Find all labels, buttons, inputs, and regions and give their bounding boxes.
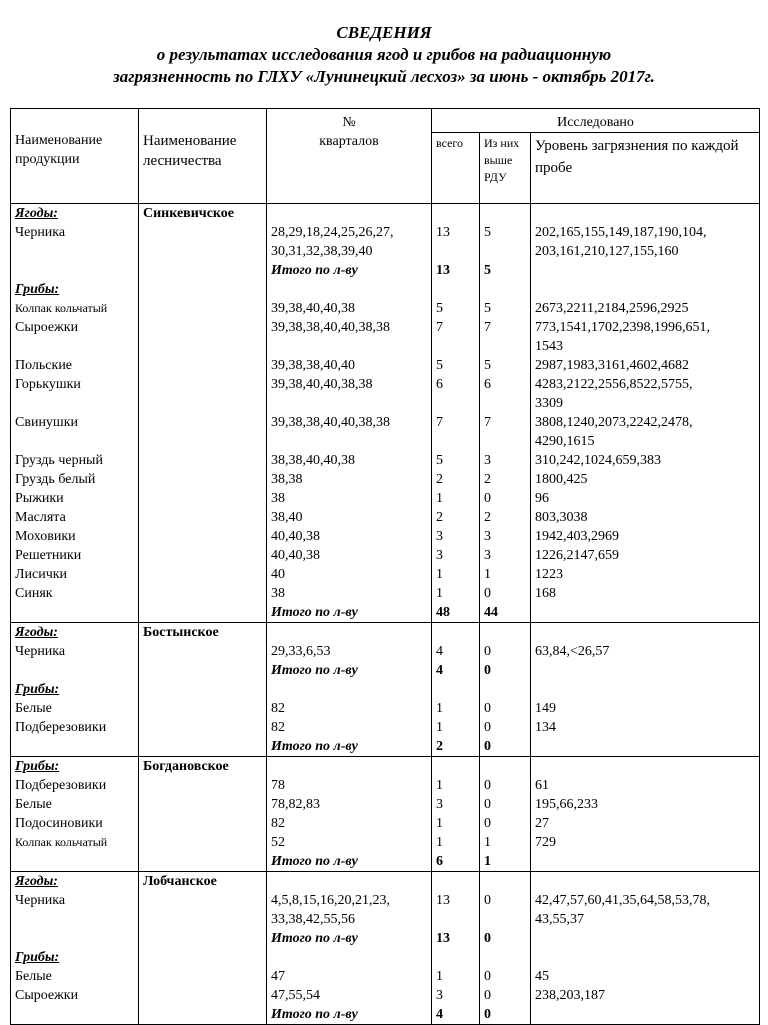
header-forestry: Наименование лесничества — [139, 109, 267, 204]
quarters-cell: 39,38,38,40,40 — [267, 356, 432, 375]
category-row — [11, 872, 760, 892]
total-cell: 1 — [432, 833, 480, 852]
levels-cell: 63,84,<26,57 — [531, 642, 760, 661]
above-rdu-cell: 3 — [480, 546, 531, 565]
forestry-cell — [139, 795, 267, 814]
levels-cell — [531, 280, 760, 299]
category-row — [11, 948, 760, 967]
forestry-cell — [139, 699, 267, 718]
header-investigated: Исследовано — [432, 109, 760, 133]
total-cell — [432, 623, 480, 643]
above-rdu-cell: 2 — [480, 470, 531, 489]
above-rdu-cell: 3 — [480, 527, 531, 546]
quarters-cell: Итого по л-ву — [267, 603, 432, 623]
quarters-cell: 78 — [267, 776, 432, 795]
product-cell: Ягоды: — [11, 623, 139, 643]
category-row — [11, 757, 760, 777]
total-cell: 5 — [432, 451, 480, 470]
levels-cell — [531, 1005, 760, 1025]
total-cell — [432, 757, 480, 777]
forestry-cell — [139, 413, 267, 451]
levels-cell: 238,203,187 — [531, 986, 760, 1005]
above-rdu-cell: 0 — [480, 986, 531, 1005]
subtotal-row — [11, 1005, 760, 1025]
quarters-cell — [267, 623, 432, 643]
levels-cell — [531, 603, 760, 623]
above-rdu-cell: 5 — [480, 223, 531, 261]
table-row — [11, 795, 760, 814]
product-cell: Черника — [11, 642, 139, 661]
above-rdu-cell: 44 — [480, 603, 531, 623]
above-rdu-cell: 1 — [480, 833, 531, 852]
product-cell: Белые — [11, 967, 139, 986]
total-cell: 13 — [432, 261, 480, 280]
product-cell: Грибы: — [11, 280, 139, 299]
table-row — [11, 489, 760, 508]
title-line-3: загрязненность по ГЛХУ «Лунинецкий лесхоз» за июнь - октябрь 2017г. — [113, 67, 655, 86]
total-cell: 13 — [432, 223, 480, 261]
quarters-cell: 38,40 — [267, 508, 432, 527]
product-cell: Грибы: — [11, 757, 139, 777]
levels-cell — [531, 948, 760, 967]
forestry-cell — [139, 261, 267, 280]
product-cell: Свинушки — [11, 413, 139, 451]
total-cell: 5 — [432, 299, 480, 318]
quarters-cell: 38,38 — [267, 470, 432, 489]
forestry-cell — [139, 737, 267, 757]
subtotal-row — [11, 261, 760, 280]
product-cell — [11, 603, 139, 623]
table-row — [11, 891, 760, 929]
product-cell: Подосиновики — [11, 814, 139, 833]
quarters-cell: 40,40,38 — [267, 546, 432, 565]
above-rdu-cell: 0 — [480, 737, 531, 757]
total-cell — [432, 872, 480, 892]
levels-cell — [531, 737, 760, 757]
above-rdu-cell: 0 — [480, 795, 531, 814]
above-rdu-cell — [480, 623, 531, 643]
forestry-cell: Бостынское — [139, 623, 267, 643]
levels-cell — [531, 661, 760, 680]
table-row — [11, 967, 760, 986]
product-cell: Ягоды: — [11, 872, 139, 892]
quarters-cell: 40,40,38 — [267, 527, 432, 546]
total-cell: 13 — [432, 929, 480, 948]
above-rdu-cell: 0 — [480, 814, 531, 833]
levels-cell: 2987,1983,3161,4602,4682 — [531, 356, 760, 375]
quarters-cell — [267, 204, 432, 224]
levels-cell — [531, 852, 760, 872]
above-rdu-cell: 1 — [480, 852, 531, 872]
total-cell: 2 — [432, 508, 480, 527]
quarters-cell: Итого по л-ву — [267, 737, 432, 757]
total-cell: 1 — [432, 565, 480, 584]
category-row — [11, 204, 760, 224]
product-cell: Груздь белый — [11, 470, 139, 489]
table-row — [11, 299, 760, 318]
quarters-cell: 38,38,40,40,38 — [267, 451, 432, 470]
title-line-1: СВЕДЕНИЯ — [336, 23, 432, 42]
levels-cell — [531, 204, 760, 224]
levels-cell: 729 — [531, 833, 760, 852]
product-cell: Моховики — [11, 527, 139, 546]
forestry-cell: Богдановское — [139, 757, 267, 777]
total-cell — [432, 680, 480, 699]
forestry-cell — [139, 546, 267, 565]
table-row — [11, 833, 760, 852]
above-rdu-cell — [480, 680, 531, 699]
total-cell: 1 — [432, 967, 480, 986]
levels-cell: 1223 — [531, 565, 760, 584]
total-cell: 3 — [432, 795, 480, 814]
product-cell: Черника — [11, 891, 139, 929]
quarters-cell: 52 — [267, 833, 432, 852]
total-cell: 1 — [432, 489, 480, 508]
product-cell — [11, 261, 139, 280]
quarters-cell: Итого по л-ву — [267, 261, 432, 280]
levels-cell: 1942,403,2969 — [531, 527, 760, 546]
category-row — [11, 623, 760, 643]
quarters-cell: 39,38,40,40,38,38 — [267, 375, 432, 413]
quarters-cell: 38 — [267, 489, 432, 508]
levels-cell: 1226,2147,659 — [531, 546, 760, 565]
forestry-cell — [139, 948, 267, 967]
levels-cell: 27 — [531, 814, 760, 833]
product-cell: Рыжики — [11, 489, 139, 508]
above-rdu-cell — [480, 948, 531, 967]
forestry-cell — [139, 1005, 267, 1025]
subtotal-row — [11, 603, 760, 623]
forestry-cell — [139, 508, 267, 527]
total-cell: 48 — [432, 603, 480, 623]
quarters-cell — [267, 680, 432, 699]
product-cell: Сыроежки — [11, 986, 139, 1005]
above-rdu-cell: 7 — [480, 413, 531, 451]
quarters-cell: 38 — [267, 584, 432, 603]
above-rdu-cell: 0 — [480, 584, 531, 603]
table-row — [11, 546, 760, 565]
total-cell: 1 — [432, 814, 480, 833]
header-level: Уровень загрязнения по каждой пробе — [531, 133, 760, 204]
levels-cell: 134 — [531, 718, 760, 737]
product-cell: Грибы: — [11, 680, 139, 699]
forestry-cell — [139, 852, 267, 872]
levels-cell — [531, 623, 760, 643]
levels-cell — [531, 929, 760, 948]
subtotal-row — [11, 737, 760, 757]
forestry-cell — [139, 929, 267, 948]
forestry-cell — [139, 718, 267, 737]
quarters-cell: 82 — [267, 718, 432, 737]
product-cell: Колпак кольчатый — [11, 299, 139, 318]
product-cell: Синяк — [11, 584, 139, 603]
product-cell: Грибы: — [11, 948, 139, 967]
product-cell: Подберезовики — [11, 718, 139, 737]
total-cell: 1 — [432, 776, 480, 795]
header-above-rdu: Из них выше РДУ — [480, 133, 531, 204]
quarters-cell — [267, 757, 432, 777]
document-title — [0, 22, 768, 88]
above-rdu-cell: 0 — [480, 967, 531, 986]
levels-cell: 42,47,57,60,41,35,64,58,53,78, 43,55,37 — [531, 891, 760, 929]
table-row — [11, 642, 760, 661]
quarters-cell — [267, 872, 432, 892]
product-cell — [11, 929, 139, 948]
quarters-cell: 39,38,38,40,40,38,38 — [267, 413, 432, 451]
header-product: Наименование продукции — [11, 109, 139, 204]
quarters-cell: 82 — [267, 699, 432, 718]
header-quarters: № кварталов — [267, 109, 432, 204]
forestry-cell — [139, 527, 267, 546]
above-rdu-cell: 1 — [480, 565, 531, 584]
subtotal-row — [11, 661, 760, 680]
above-rdu-cell: 0 — [480, 489, 531, 508]
quarters-cell: 40 — [267, 565, 432, 584]
above-rdu-cell: 3 — [480, 451, 531, 470]
product-cell: Ягоды: — [11, 204, 139, 224]
total-cell: 1 — [432, 699, 480, 718]
levels-cell: 96 — [531, 489, 760, 508]
levels-cell: 3808,1240,2073,2242,2478, 4290,1615 — [531, 413, 760, 451]
forestry-cell — [139, 891, 267, 929]
above-rdu-cell: 5 — [480, 299, 531, 318]
product-cell: Белые — [11, 699, 139, 718]
product-cell: Горькушки — [11, 375, 139, 413]
forestry-cell — [139, 470, 267, 489]
forestry-cell — [139, 223, 267, 261]
category-row — [11, 280, 760, 299]
product-cell: Маслята — [11, 508, 139, 527]
levels-cell — [531, 680, 760, 699]
total-cell: 2 — [432, 470, 480, 489]
forestry-cell — [139, 603, 267, 623]
above-rdu-cell: 0 — [480, 661, 531, 680]
above-rdu-cell — [480, 757, 531, 777]
above-rdu-cell: 7 — [480, 318, 531, 356]
total-cell: 3 — [432, 986, 480, 1005]
above-rdu-cell: 0 — [480, 891, 531, 929]
total-cell: 1 — [432, 718, 480, 737]
levels-cell: 803,3038 — [531, 508, 760, 527]
levels-cell — [531, 261, 760, 280]
forestry-cell — [139, 451, 267, 470]
forestry-cell — [139, 299, 267, 318]
above-rdu-cell: 0 — [480, 699, 531, 718]
product-cell: Сыроежки — [11, 318, 139, 356]
total-cell: 4 — [432, 661, 480, 680]
table-row — [11, 699, 760, 718]
table-row — [11, 508, 760, 527]
above-rdu-cell: 0 — [480, 1005, 531, 1025]
total-cell: 7 — [432, 413, 480, 451]
above-rdu-cell: 0 — [480, 929, 531, 948]
total-cell: 5 — [432, 356, 480, 375]
forestry-cell — [139, 967, 267, 986]
above-rdu-cell: 5 — [480, 356, 531, 375]
table-row — [11, 451, 760, 470]
levels-cell: 2673,2211,2184,2596,2925 — [531, 299, 760, 318]
forestry-cell — [139, 661, 267, 680]
forestry-cell — [139, 642, 267, 661]
header-row-1 — [11, 109, 760, 133]
total-cell — [432, 280, 480, 299]
total-cell: 6 — [432, 852, 480, 872]
subtotal-row — [11, 852, 760, 872]
forestry-cell — [139, 375, 267, 413]
product-cell — [11, 1005, 139, 1025]
forestry-cell — [139, 814, 267, 833]
product-cell — [11, 737, 139, 757]
above-rdu-cell: 0 — [480, 718, 531, 737]
quarters-cell: Итого по л-ву — [267, 852, 432, 872]
levels-cell — [531, 872, 760, 892]
above-rdu-cell: 2 — [480, 508, 531, 527]
forestry-cell — [139, 584, 267, 603]
levels-cell: 168 — [531, 584, 760, 603]
total-cell: 4 — [432, 1005, 480, 1025]
total-cell — [432, 204, 480, 224]
levels-cell: 310,242,1024,659,383 — [531, 451, 760, 470]
levels-cell: 773,1541,1702,2398,1996,651, 1543 — [531, 318, 760, 356]
category-row — [11, 680, 760, 699]
quarters-cell: 78,82,83 — [267, 795, 432, 814]
quarters-cell: 39,38,38,40,40,38,38 — [267, 318, 432, 356]
table-row — [11, 223, 760, 261]
title-line-2: о результатах исследования ягод и грибов на радиационную — [156, 45, 612, 64]
levels-cell: 61 — [531, 776, 760, 795]
table-row — [11, 776, 760, 795]
total-cell: 7 — [432, 318, 480, 356]
quarters-cell: 82 — [267, 814, 432, 833]
total-cell — [432, 948, 480, 967]
product-cell: Лисички — [11, 565, 139, 584]
table-row — [11, 565, 760, 584]
product-cell — [11, 852, 139, 872]
subtotal-row — [11, 929, 760, 948]
quarters-cell: Итого по л-ву — [267, 929, 432, 948]
above-rdu-cell: 0 — [480, 642, 531, 661]
total-cell: 3 — [432, 527, 480, 546]
header-total: всего — [432, 133, 480, 204]
table-row — [11, 584, 760, 603]
product-cell: Черника — [11, 223, 139, 261]
total-cell: 1 — [432, 584, 480, 603]
above-rdu-cell: 6 — [480, 375, 531, 413]
table-row — [11, 527, 760, 546]
forestry-cell — [139, 680, 267, 699]
product-cell: Колпак кольчатый — [11, 833, 139, 852]
quarters-cell: 4,5,8,15,16,20,21,23, 33,38,42,55,56 — [267, 891, 432, 929]
levels-cell: 149 — [531, 699, 760, 718]
forestry-cell — [139, 356, 267, 375]
table-row — [11, 356, 760, 375]
forestry-cell — [139, 565, 267, 584]
forestry-cell — [139, 489, 267, 508]
forestry-cell — [139, 986, 267, 1005]
table-row — [11, 814, 760, 833]
table-row — [11, 318, 760, 356]
forestry-cell — [139, 833, 267, 852]
forestry-cell — [139, 776, 267, 795]
total-cell: 6 — [432, 375, 480, 413]
total-cell: 13 — [432, 891, 480, 929]
total-cell: 2 — [432, 737, 480, 757]
quarters-cell: Итого по л-ву — [267, 1005, 432, 1025]
product-cell — [11, 661, 139, 680]
product-cell: Белые — [11, 795, 139, 814]
product-cell: Подберезовики — [11, 776, 139, 795]
radiation-report-table — [10, 108, 760, 1025]
above-rdu-cell: 0 — [480, 776, 531, 795]
levels-cell: 4283,2122,2556,8522,5755, 3309 — [531, 375, 760, 413]
quarters-cell: 39,38,40,40,38 — [267, 299, 432, 318]
forestry-cell: Синкевичское — [139, 204, 267, 224]
levels-cell: 202,165,155,149,187,190,104, 203,161,210,127,155,160 — [531, 223, 760, 261]
above-rdu-cell — [480, 280, 531, 299]
quarters-cell: 47,55,54 — [267, 986, 432, 1005]
levels-cell: 1800,425 — [531, 470, 760, 489]
table-row — [11, 470, 760, 489]
quarters-cell — [267, 948, 432, 967]
quarters-cell: 28,29,18,24,25,26,27, 30,31,32,38,39,40 — [267, 223, 432, 261]
quarters-cell — [267, 280, 432, 299]
total-cell: 3 — [432, 546, 480, 565]
forestry-cell — [139, 280, 267, 299]
product-cell: Польские — [11, 356, 139, 375]
quarters-cell: 47 — [267, 967, 432, 986]
levels-cell — [531, 757, 760, 777]
total-cell: 4 — [432, 642, 480, 661]
table-row — [11, 375, 760, 413]
forestry-cell — [139, 318, 267, 356]
above-rdu-cell — [480, 872, 531, 892]
table-row — [11, 413, 760, 451]
product-cell: Решетники — [11, 546, 139, 565]
levels-cell: 45 — [531, 967, 760, 986]
above-rdu-cell: 5 — [480, 261, 531, 280]
product-cell: Груздь черный — [11, 451, 139, 470]
quarters-cell: 29,33,6,53 — [267, 642, 432, 661]
table-row — [11, 718, 760, 737]
above-rdu-cell — [480, 204, 531, 224]
forestry-cell: Лобчанское — [139, 872, 267, 892]
levels-cell: 195,66,233 — [531, 795, 760, 814]
table-row — [11, 986, 760, 1005]
quarters-cell: Итого по л-ву — [267, 661, 432, 680]
